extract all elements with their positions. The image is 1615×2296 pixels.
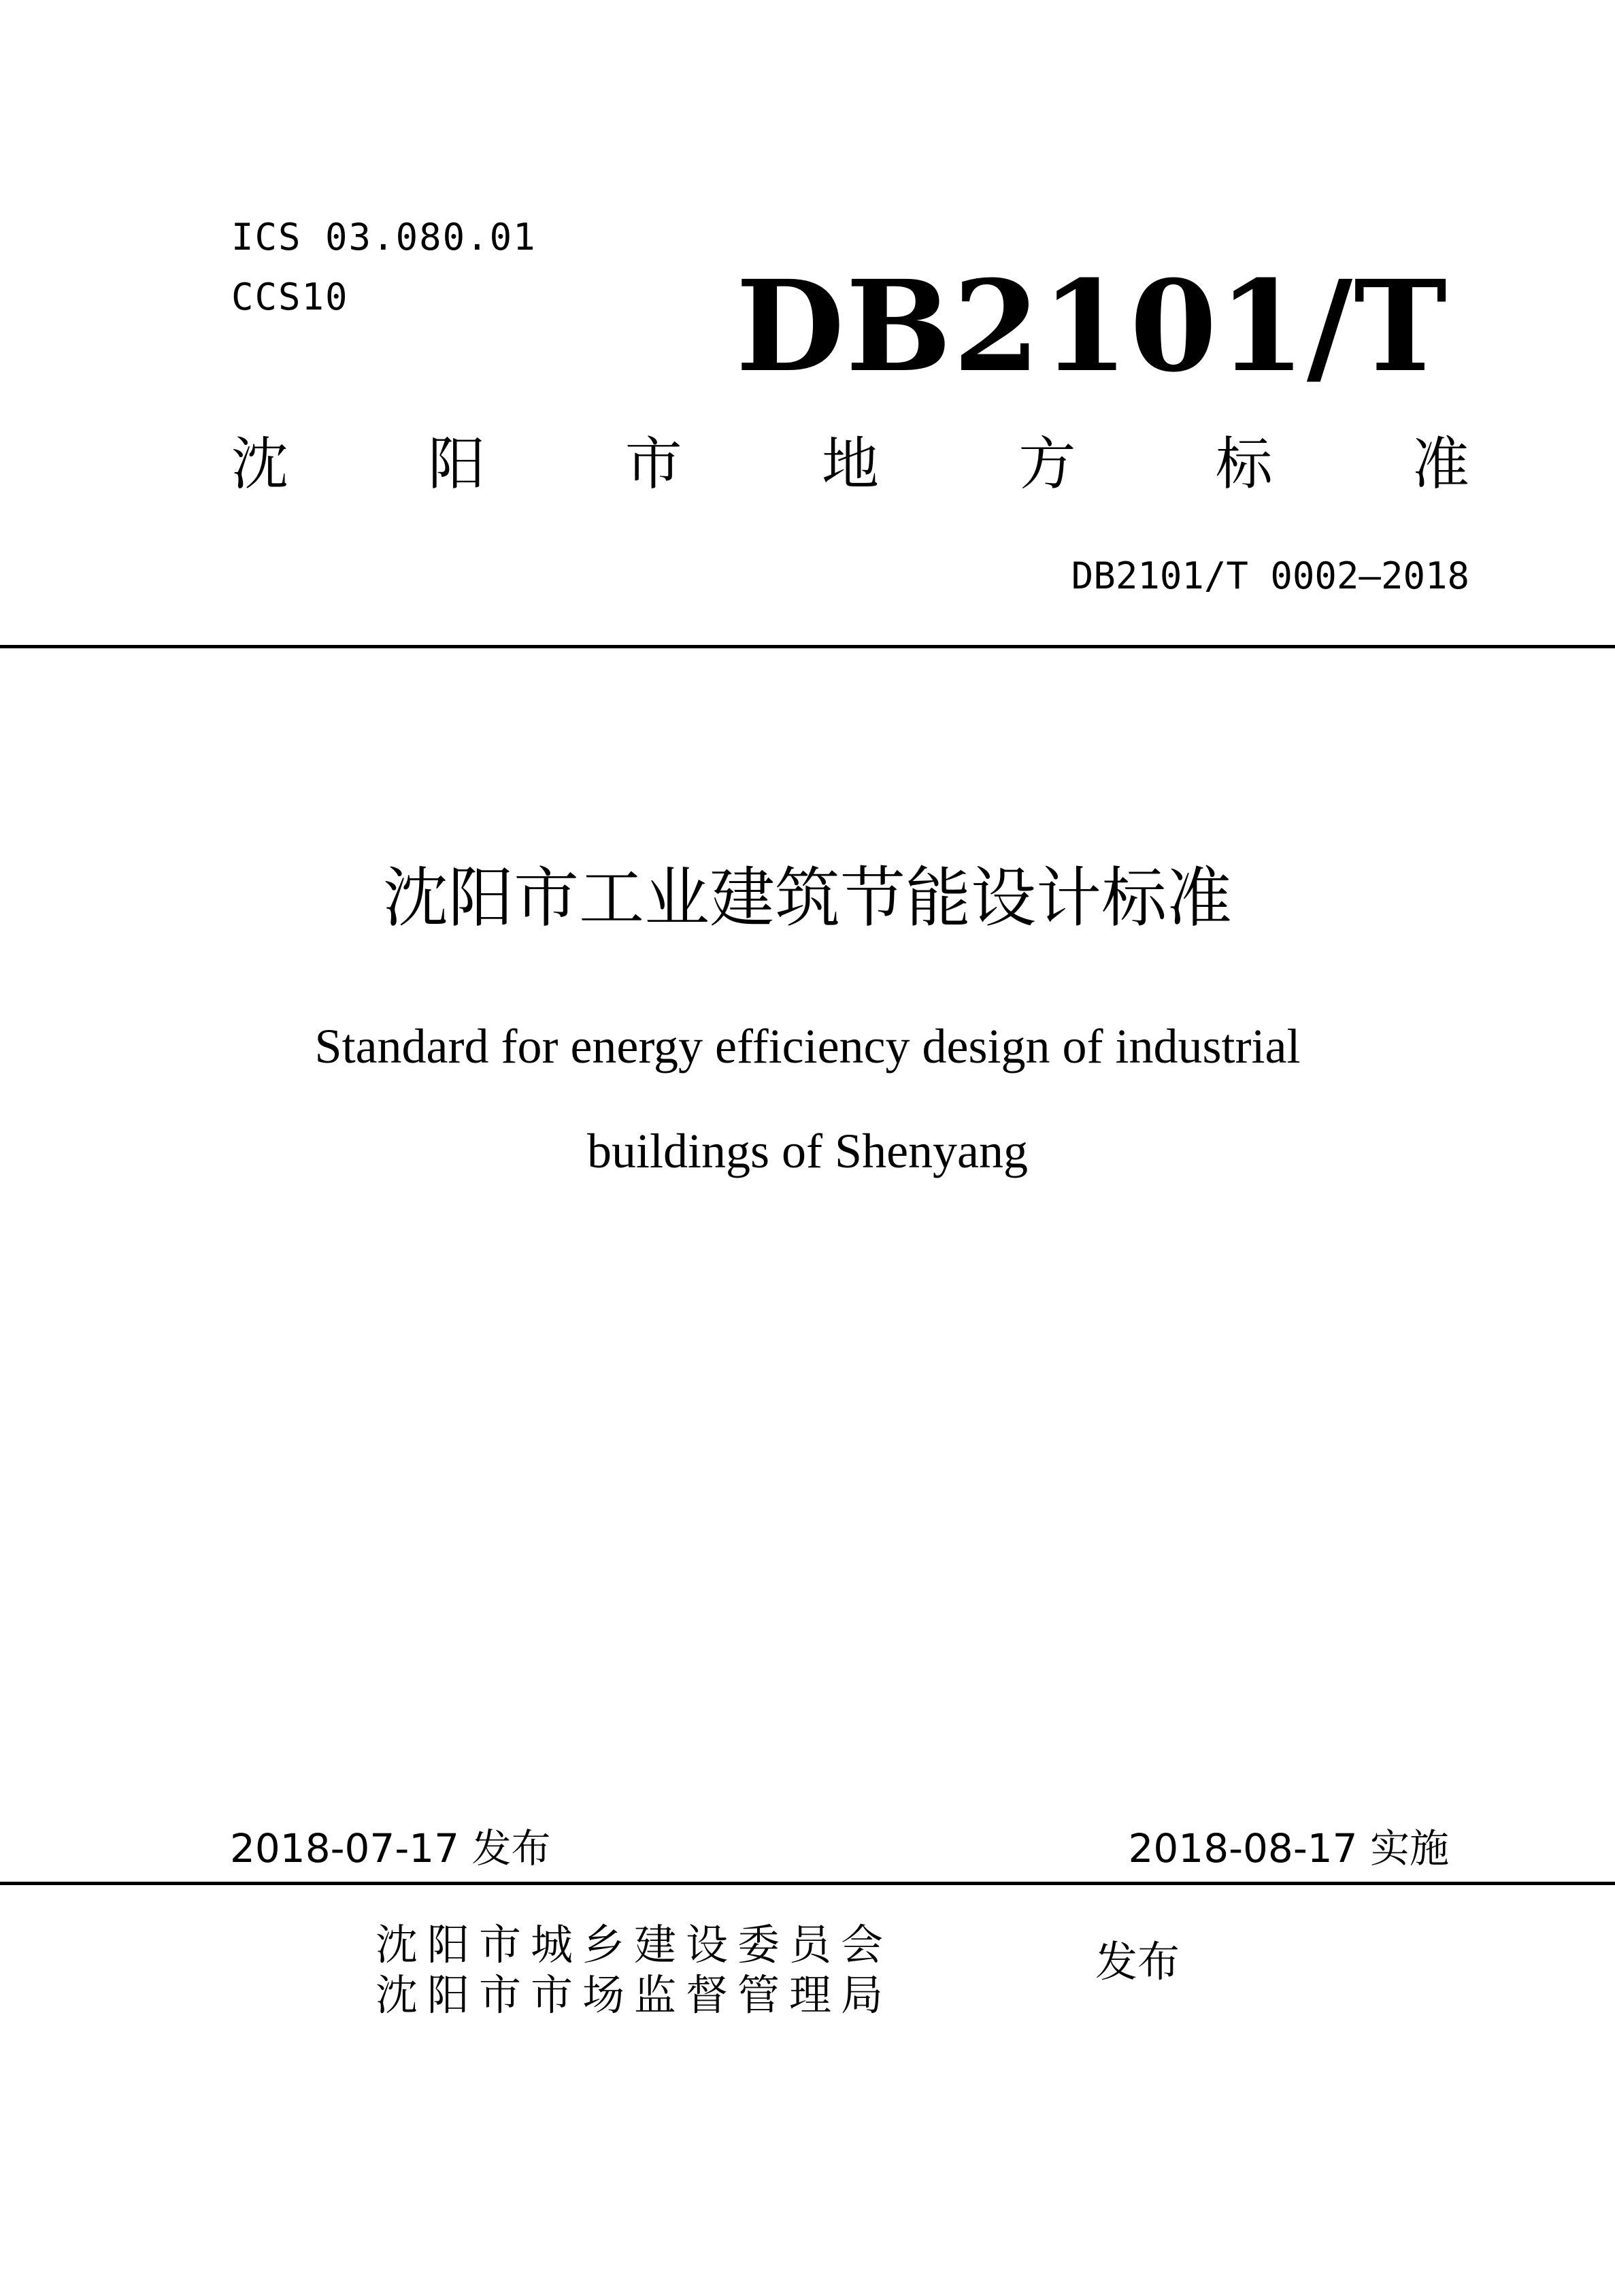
issuer-org-2: 沈阳市市场监督管理局 [376,1970,893,2020]
top-divider [0,645,1615,648]
issue-label: 发布 [1095,1937,1180,1986]
local-standard-char: 市 [625,431,682,497]
local-standard-char: 沈 [231,431,289,497]
issuer-org-1: 沈阳市城乡建设委员会 [376,1920,893,1969]
local-standard-char: 阳 [428,431,486,497]
local-standard-char: 地 [821,431,879,497]
title-chinese: 沈阳市工业建筑节能设计标准 [383,860,1232,936]
issuing-organizations [376,1920,893,2021]
local-standard-char: 方 [1018,431,1076,497]
ccs-code: CCS10 [231,276,349,318]
standard-number: DB2101/T 0002—2018 [1071,554,1469,597]
implementation-date: 2018-08-17 实施 [1128,1825,1449,1871]
local-standard-char: 标 [1215,431,1273,497]
title-english-line-1: Standard for energy efficiency design of industrial [314,1019,1301,1074]
issue-date: 2018-07-17 发布 [230,1825,551,1871]
ics-code: ICS 03.080.01 [231,216,537,259]
local-standard-heading [231,431,1469,497]
local-standard-char: 准 [1412,431,1469,497]
title-english-line-2: buildings of Shenyang [587,1124,1028,1178]
bottom-divider [0,1882,1615,1885]
standard-prefix: DB2101/T [735,253,1448,400]
